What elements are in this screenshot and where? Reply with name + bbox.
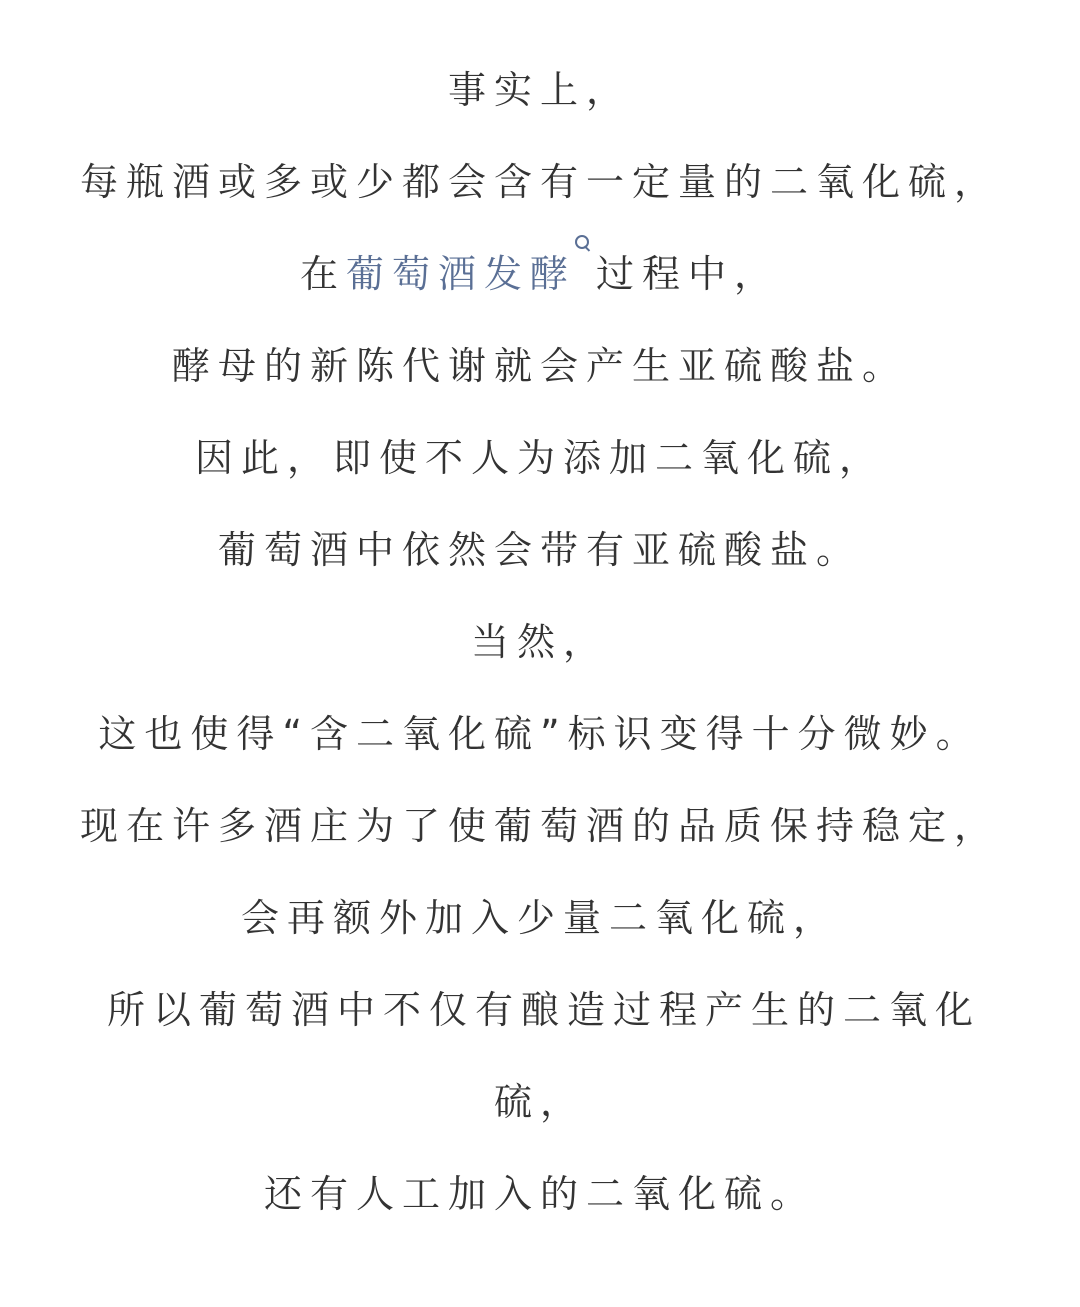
paragraph-line: 因此，即使不人为添加二氧化硫，: [194, 436, 885, 480]
paragraph-line: 这也使得“含二氧化硫”标识变得十分微妙。: [98, 712, 982, 756]
search-icon[interactable]: [574, 234, 592, 256]
paragraph-line: 酵母的新陈代谢就会产生亚硫酸盐。: [171, 344, 908, 388]
paragraph-line: 当然，: [470, 620, 609, 664]
paragraph-line: 硫，: [493, 1080, 586, 1124]
line-suffix: 过程中，: [596, 252, 781, 296]
paragraph-line: 还有人工加入的二氧化硫。: [263, 1172, 816, 1216]
line-prefix: 在: [299, 252, 346, 296]
paragraph-line-with-link: [0, 228, 1080, 320]
wine-fermentation-link[interactable]: 葡萄酒发酵: [345, 252, 576, 296]
paragraph-line: 所以葡萄酒中不仅有酿造过程产生的二氧化: [106, 988, 981, 1032]
paragraph-line: 葡萄酒中依然会带有亚硫酸盐。: [217, 528, 862, 572]
article-body: [0, 44, 1080, 1240]
paragraph-line: 每瓶酒或多或少都会含有一定量的二氧化硫，: [79, 160, 1000, 204]
paragraph-line: 事实上，: [447, 68, 632, 112]
paragraph-line: 会再额外加入少量二氧化硫，: [240, 896, 839, 940]
paragraph-line: 现在许多酒庄为了使葡萄酒的品质保持稳定，: [79, 804, 1000, 848]
